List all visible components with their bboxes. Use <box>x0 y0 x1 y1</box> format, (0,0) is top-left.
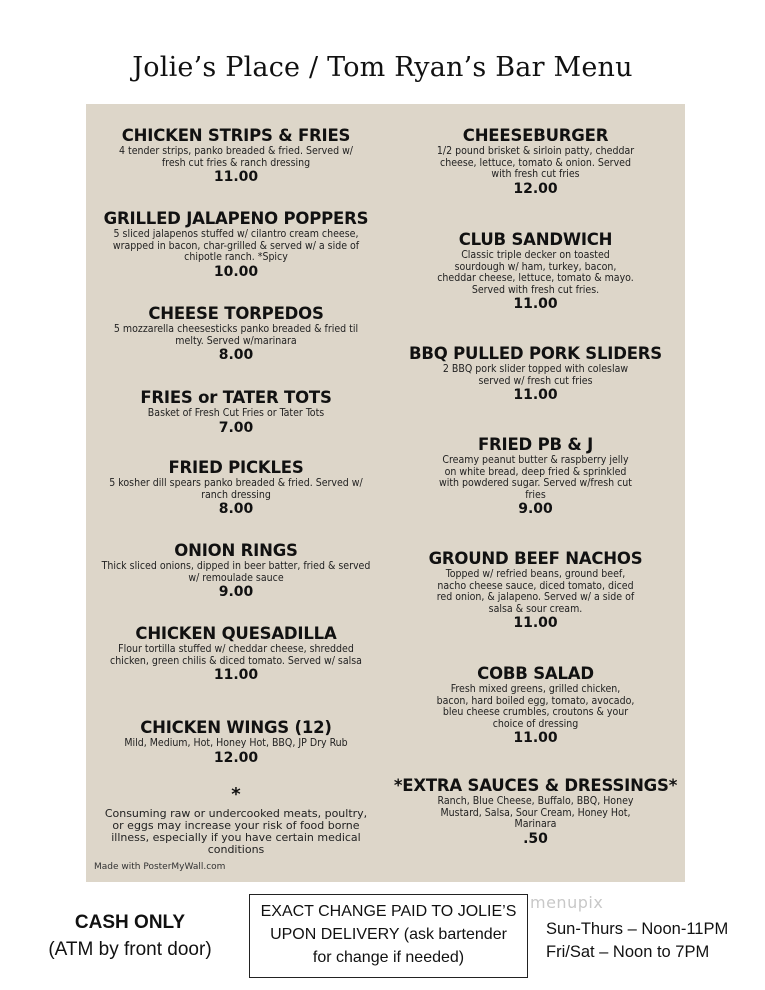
menu-item-bbq-pork-sliders <box>386 344 685 404</box>
menu-panel <box>86 104 685 882</box>
item-description: 5 sliced jalapenos stuffed w/ cilantro cream cheese, wrapped in bacon, char-grilled & served w/ a side of chipotle ranch. *Spicy <box>112 228 360 264</box>
delivery-payment-box <box>249 894 528 978</box>
page-title: Jolie’s Place / Tom Ryan’s Bar Menu <box>132 52 633 83</box>
item-name: ONION RINGS <box>174 541 298 560</box>
menu-item-cheeseburger <box>386 126 685 198</box>
item-name: CHICKEN QUESADILLA <box>135 624 337 643</box>
delivery-line: UPON DELIVERY (ask bartender <box>270 926 507 943</box>
menu-item-onion-rings <box>86 541 386 601</box>
item-description: Flour tortilla stuffed w/ cheddar cheese, shredded chicken, green chilis & diced tomato. Served w/ salsa <box>110 643 362 667</box>
menu-item-fried-pbj <box>386 435 685 518</box>
atm-note: (ATM by front door) <box>48 939 212 960</box>
item-price: .50 <box>523 830 548 847</box>
item-name: CHEESE TORPEDOS <box>148 304 324 323</box>
item-name: CHICKEN WINGS (12) <box>140 718 332 737</box>
cash-only-label: CASH ONLY <box>74 912 186 933</box>
delivery-line: for change if needed) <box>312 949 465 966</box>
food-safety-disclaimer: Consuming raw or undercooked meats, poultry, or eggs may increase your risk of food borne illness, especially if you have certain medical conditions <box>104 807 368 856</box>
item-name: BBQ PULLED PORK SLIDERS <box>408 344 662 363</box>
menu-item-chicken-quesadilla <box>86 624 386 684</box>
item-price: 12.00 <box>213 749 259 766</box>
item-description: 4 tender strips, panko breaded & fried. Served w/ fresh cut fries & ranch dressing <box>119 145 353 169</box>
item-price: 7.00 <box>218 419 254 436</box>
item-price: 9.00 <box>218 584 254 601</box>
item-price: 11.00 <box>513 387 558 404</box>
delivery-line: EXACT CHANGE PAID TO JOLIE’S <box>260 903 517 920</box>
menu-item-fried-pickles <box>86 458 386 518</box>
item-description: Ranch, Blue Cheese, Buffalo, BBQ, Honey Mustard, Salsa, Sour Cream, Honey Hot, Marinara <box>437 795 634 831</box>
menu-item-cobb-salad <box>386 664 685 747</box>
item-name: *EXTRA SAUCES & DRESSINGS* <box>393 776 678 795</box>
item-price: 11.00 <box>213 169 259 186</box>
item-price: 11.00 <box>513 296 558 313</box>
hours-line: Sun-Thurs – Noon-11PM <box>546 920 729 938</box>
item-description: Topped w/ refried beans, ground beef, nacho cheese sauce, diced tomato, diced red onion, & jalapeno. Served w/ a side of salsa & sour cream. <box>436 568 635 615</box>
item-price: 10.00 <box>213 263 259 280</box>
item-description: Basket of Fresh Cut Fries or Tater Tots <box>147 407 325 419</box>
opening-hours <box>546 918 728 964</box>
item-price: 9.00 <box>518 501 553 518</box>
item-name: GROUND BEEF NACHOS <box>428 549 643 568</box>
item-name: FRIED PICKLES <box>168 458 304 477</box>
hours-line: Fri/Sat – Noon to 7PM <box>546 943 710 961</box>
item-price: 8.00 <box>218 347 254 364</box>
menu-item-club-sandwich <box>386 230 685 313</box>
item-description: Mild, Medium, Hot, Honey Hot, BBQ, JP Dry Rub <box>124 737 348 749</box>
item-name: FRIED PB & J <box>477 435 594 454</box>
item-description: 5 mozzarella cheesesticks panko breaded & fried til melty. Served w/marinara <box>113 323 359 347</box>
item-name: CLUB SANDWICH <box>458 230 613 249</box>
postermywall-credit: Made with PosterMyWall.com <box>94 862 226 872</box>
menupix-watermark: menupix <box>530 893 604 912</box>
menu-item-chicken-strips <box>86 126 386 186</box>
menu-item-chicken-wings <box>86 718 386 767</box>
item-description: Fresh mixed greens, grilled chicken, bacon, hard boiled egg, tomato, avocado, bleu cheese crumbles, croutons & your choice of dressing <box>436 683 635 730</box>
item-price: 8.00 <box>218 501 254 518</box>
menu-item-fries-tater-tots <box>86 388 386 437</box>
item-price: 11.00 <box>513 730 558 747</box>
item-description: Creamy peanut butter & raspberry jelly on white bread, deep fried & sprinkled with powdered sugar. Served w/fresh cut fries <box>438 454 632 501</box>
item-price: 11.00 <box>513 615 558 632</box>
item-description: 5 kosher dill spears panko breaded & fried. Served w/ ranch dressing <box>109 477 363 501</box>
item-name: FRIES or TATER TOTS <box>140 388 332 407</box>
menu-item-cheese-torpedos <box>86 304 386 364</box>
item-description: 1/2 pound brisket & sirloin patty, cheddar cheese, lettuce, tomato & onion. Served with fresh cut fries <box>436 145 635 181</box>
item-name: GRILLED JALAPENO POPPERS <box>103 209 369 228</box>
item-name: COBB SALAD <box>477 664 594 683</box>
item-description: 2 BBQ pork slider topped with coleslaw served w/ fresh cut fries <box>442 363 629 387</box>
menu-item-jalapeno-poppers <box>86 209 386 281</box>
cash-only-notice <box>14 911 246 965</box>
menu-item-ground-beef-nachos <box>386 549 685 632</box>
disclaimer-asterisk: * <box>231 784 241 805</box>
item-price: 11.00 <box>213 667 259 684</box>
item-description: Classic triple decker on toasted sourdough w/ ham, turkey, bacon, cheddar cheese, lettuce, tomato & mayo. Served with fresh cut fries. <box>437 249 634 296</box>
menu-item-extra-sauces <box>386 776 685 848</box>
item-description: Thick sliced onions, dipped in beer batter, fried & served w/ remoulade sauce <box>101 560 371 584</box>
item-price: 12.00 <box>513 180 558 197</box>
item-name: CHICKEN STRIPS & FRIES <box>121 126 351 145</box>
item-name: CHEESEBURGER <box>462 126 609 145</box>
